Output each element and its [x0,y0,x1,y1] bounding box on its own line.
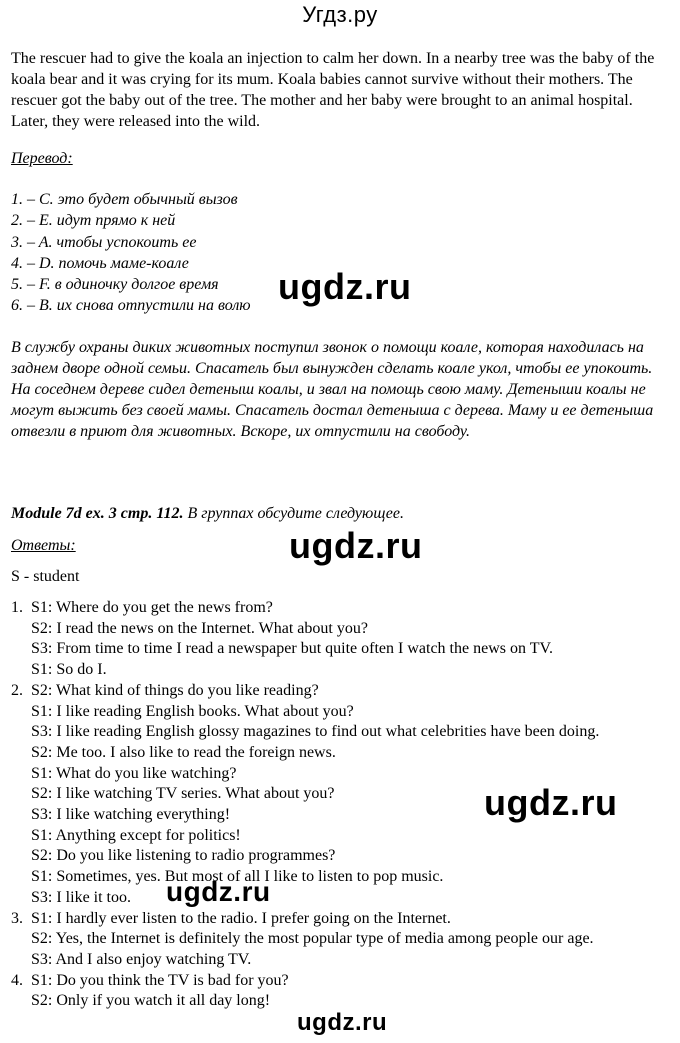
dialogue-line: S2: I read the news on the Internet. What about you? [31,619,368,637]
dialogue-line: S2: Yes, the Internet is definitely the most popular type of media among people our age. [31,930,594,948]
list-item: 4. – D. помочь маме-коале [11,254,189,272]
dialogue-line: S2: Do you like listening to radio programmes? [31,847,336,865]
list-item: 5. – F. в одиночку долгое время [11,276,219,294]
dialogue-line: S2: Me too. I also like to read the foreign news. [31,743,336,761]
list-item: 2. – E. идут прямо к ней [11,212,176,230]
dialogue-line: S1: Sometimes, yes. But most of all I like to listen to pop music. [31,868,444,886]
module-task-line [11,505,404,523]
list-item: 6. – B. их снова отпустили на волю [11,297,251,315]
watermark: ugdz.ru [484,782,618,823]
answers-heading: Ответы: [11,537,76,554]
watermark: ugdz.ru [166,876,271,907]
dialogue-line: S1: What do you like watching? [31,764,237,782]
dialogue-line: S3: And I also enjoy watching TV. [31,950,252,968]
module-task: В группах обсудите следующее. [183,505,404,522]
dialogue-line: 1. S1: Where do you get the news from? [11,599,273,616]
translation-heading: Перевод: [11,150,73,167]
russian-paragraph: В службу охраны диких животных поступил звонок о помощи коале, которая находилась на заднем дворе одной семьи. Спасатель был вынужден сделать коале укол, чтобы ее упокоить. На соседнем дереве сидел детеныш коалы, и звал на помощь свою маму. Детеныши коалы не могут выжить без своей мамы. Спасатель достал детеныша с дерева. Маму и ее детеныша отвезли в приют для животных. Вскоре, их отпустили на свободу. [11,339,654,440]
site-title: Угдз.ру [302,2,378,27]
watermark: ugdz.ru [289,525,423,566]
list-item: 1. – C. это будет обычный вызов [11,191,238,208]
dialogue-line: S1: Anything except for politics! [31,826,241,844]
english-paragraph: The rescuer had to give the koala an injection to calm her down. In a nearby tree was the baby of the koala bear and it was crying for its mum. Koala babies cannot survive without their mothers. The rescuer got the baby out of the tree. The mother and her baby were brought to an animal hospital. Later, they were released into the wild. [11,50,655,130]
dialogue-line: S3: I like it too. [31,888,131,906]
watermark: ugdz.ru [297,1009,388,1036]
dialogue-line: S1: So do I. [31,661,107,679]
dialogue-line: S3: I like watching everything! [31,806,231,824]
list-item: 3. – A. чтобы успокоить ее [11,233,197,251]
dialogue-line: S2: I like watching TV series. What about you? [31,785,335,803]
dialogue-line: S1: I like reading English books. What about you? [31,702,354,720]
dialogue-line: 4. S1: Do you think the TV is bad for you? [11,971,289,989]
module-label: Module 7d ex. 3 стр. 112. [11,505,184,522]
dialogue-line: 2. S2: What kind of things do you like reading? [11,681,319,699]
dialogue-line: 3. S1: I hardly ever listen to the radio. I prefer going on the Internet. [11,909,451,927]
watermark: ugdz.ru [278,266,412,307]
dialogue-line: S3: From time to time I read a newspaper but quite often I watch the news on TV. [31,640,553,658]
legend-text: S - student [11,568,80,585]
answers-list [11,189,251,317]
dialogue-line: S3: I like reading English glossy magazines to find out what celebrities have been doing. [31,723,600,741]
dialogue-line: S2: Only if you watch it all day long! [31,992,271,1010]
